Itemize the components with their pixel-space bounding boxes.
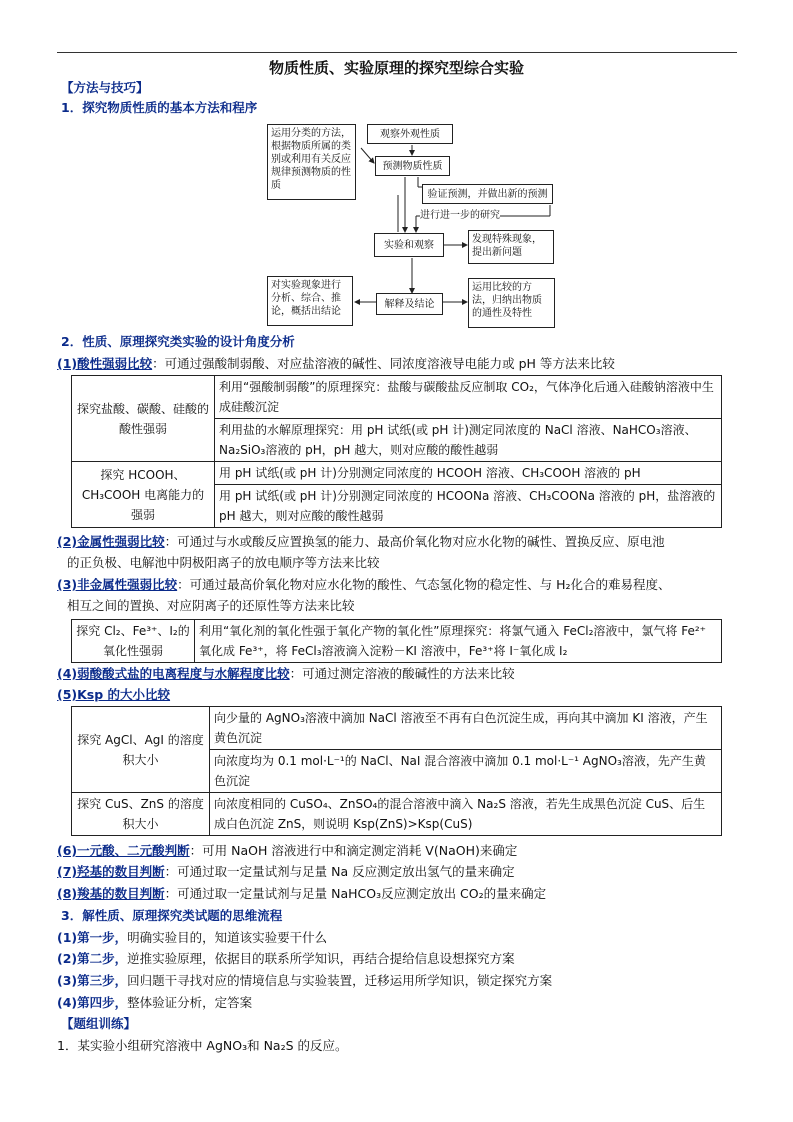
item-2-line-1 <box>57 532 665 552</box>
item-3-line-2: 相互之间的置换、对应阴离子的还原性等方法来比较 <box>67 598 355 613</box>
flow-node-explain: 解释及结论 <box>376 293 443 315</box>
step-2-label: (2)第二步， <box>57 951 128 966</box>
item-2-line-2: 的正负极、电解池中阴极阳离子的放电顺序等方法来比较 <box>67 555 380 570</box>
table-cell: 用 pH 试纸(或 pH 计)分别测定同浓度的 HCOOH 溶液、CH₃COOH 溶液的 pH <box>215 462 722 485</box>
table-cell: 探究 HCOOH、CH₃COOH 电离能力的强弱 <box>72 462 215 528</box>
item-6-text: ：可用 NaOH 溶液进行中和滴定测定消耗 V(NaOH)来确定 <box>189 843 518 858</box>
item-4-text: ：可通过测定溶液的酸碱性的方法来比较 <box>289 666 515 681</box>
step-3-label: (3)第三步， <box>57 973 128 988</box>
flow-node-classify: 运用分类的方法，根据物质所属的类别或利用有关反应规律预测物质的性质 <box>267 124 356 200</box>
table-cell: 利用“氧化剂的氧化性强于氧化产物的氧化性”原理探究：将氯气通入 FeCl₂溶液中，氯气将 Fe²⁺氧化成 Fe³⁺，将 FeCl₃溶液滴入淀粉－KI 溶液中，Fe³⁺将 I⁻氧化成 I₂ <box>195 620 722 663</box>
item-5-label: (5)Ksp 的大小比较 <box>57 687 171 702</box>
flow-node-verify: 验证预测，并做出新的预测 <box>422 184 553 204</box>
step-4 <box>57 993 252 1013</box>
item-4-label: (4)弱酸酸式盐的电离程度与水解程度比较 <box>57 666 290 681</box>
table-row <box>72 462 722 485</box>
exercise-header: 【题组训练】 <box>61 1016 137 1031</box>
table-cell: 向少量的 AgNO₃溶液中滴加 NaCl 溶液至不再有白色沉淀生成，再向其中滴加 KI 溶液，产生黄色沉淀 <box>210 707 722 750</box>
item-5 <box>57 685 170 705</box>
table-cell: 用 pH 试纸(或 pH 计)分别测定同浓度的 HCOONa 溶液、CH₃COONa 溶液的 pH，盐溶液的 pH 越大，则对应酸的酸性越弱 <box>215 485 722 528</box>
table-row <box>72 620 722 663</box>
table-row <box>72 376 722 419</box>
table-row <box>72 707 722 750</box>
item-1 <box>57 354 615 374</box>
table-cell: 探究盐酸、碳酸、硅酸的酸性强弱 <box>72 376 215 462</box>
step-1-text: 明确实验目的，知道该实验要干什么 <box>127 930 328 945</box>
step-1-label: (1)第一步， <box>57 930 128 945</box>
item-6 <box>57 841 517 861</box>
item-8-text: ：可通过取一定量试剂与足量 NaHCO₃反应测定放出 CO₂的量来确定 <box>164 886 547 901</box>
table-cell: 向浓度相同的 CuSO₄、ZnSO₄的混合溶液中滴入 Na₂S 溶液，若先生成黑色沉淀 CuS、后生成白色沉淀 ZnS，则说明 Ksp(ZnS)>Ksp(CuS) <box>210 793 722 836</box>
question-1: 1．某实验小组研究溶液中 AgNO₃和 Na₂S 的反应。 <box>57 1038 348 1053</box>
table-acid-strength <box>71 375 722 528</box>
item-4 <box>57 664 515 684</box>
section-1-heading: 1．探究物质性质的基本方法和程序 <box>61 100 258 115</box>
step-2-text: 逆推实验原理，依据目的联系所学知识，再结合提给信息设想探究方案 <box>127 951 515 966</box>
item-3-text: ：可通过最高价氧化物对应水化物的酸性、气态氢化物的稳定性、与 H₂化合的难易程度、 <box>177 577 671 592</box>
item-7-label: (7)羟基的数目判断 <box>57 864 165 879</box>
flow-node-observe: 观察外观性质 <box>367 124 453 144</box>
table-cell: 探究 Cl₂、Fe³⁺、I₂的氧化性强弱 <box>72 620 195 663</box>
item-7 <box>57 862 515 882</box>
table-cell: 利用“强酸制弱酸”的原理探究：盐酸与碳酸盐反应制取 CO₂，气体净化后通入硅酸钠溶液中生成硅酸沉淀 <box>215 376 722 419</box>
table-cell: 向浓度均为 0.1 mol·L⁻¹的 NaCl、NaI 混合溶液中滴加 0.1 mol·L⁻¹ AgNO₃溶液，先产生黄色沉淀 <box>210 750 722 793</box>
item-2-text: ：可通过与水或酸反应置换氢的能力、最高价氧化物对应水化物的碱性、置换反应、原电池 <box>164 534 665 549</box>
flow-node-discover: 发现特殊现象，提出新问题 <box>468 230 554 264</box>
item-7-text: ：可通过取一定量试剂与足量 Na 反应测定放出氢气的量来确定 <box>164 864 515 879</box>
step-3-text: 回归题干寻找对应的情境信息与实验装置，迁移运用所学知识，锁定探究方案 <box>127 973 553 988</box>
step-2 <box>57 949 515 969</box>
step-4-text: 整体验证分析，定答案 <box>127 995 253 1010</box>
step-3 <box>57 971 552 991</box>
page-title: 物质性质、实验原理的探究型综合实验 <box>268 59 524 77</box>
flow-node-experiment: 实验和观察 <box>374 233 444 257</box>
table-cell: 探究 CuS、ZnS 的溶度积大小 <box>72 793 210 836</box>
table-row <box>72 793 722 836</box>
item-2-label: (2)金属性强弱比较 <box>57 534 165 549</box>
item-8-label: (8)羧基的数目判断 <box>57 886 165 901</box>
methods-header: 【方法与技巧】 <box>61 80 149 95</box>
item-1-label: (1)酸性强弱比较 <box>57 356 153 371</box>
step-4-label: (4)第四步， <box>57 995 128 1010</box>
table-cell: 利用盐的水解原理探究：用 pH 试纸(或 pH 计)测定同浓度的 NaCl 溶液、NaHCO₃溶液、Na₂SiO₃溶液的 pH，pH 越大，则对应酸的酸性越弱 <box>215 419 722 462</box>
flow-node-analyze: 对实验现象进行分析、综合、推论，概括出结论 <box>267 276 353 326</box>
item-1-text: ：可通过强酸制弱酸、对应盐溶液的碱性、同浓度溶液导电能力或 pH 等方法来比较 <box>152 356 615 371</box>
flow-node-compare: 运用比较的方法，归纳出物质的通性及特性 <box>468 278 555 328</box>
step-1 <box>57 928 327 948</box>
section-3-heading: 3．解性质、原理探究类试题的思维流程 <box>61 908 283 923</box>
item-3-line-1 <box>57 575 671 595</box>
table-ksp <box>71 706 722 836</box>
flow-node-predict: 预测物质性质 <box>375 156 450 176</box>
item-6-label: (6)一元酸、二元酸判断 <box>57 843 190 858</box>
table-cell: 探究 AgCl、AgI 的溶度积大小 <box>72 707 210 793</box>
section-2-heading: 2．性质、原理探究类实验的设计角度分析 <box>61 334 295 349</box>
item-8 <box>57 884 546 904</box>
item-3-label: (3)非金属性强弱比较 <box>57 577 178 592</box>
flow-label-further: 进行进一步的研究 <box>420 210 500 221</box>
table-oxidizing-strength <box>71 619 722 663</box>
